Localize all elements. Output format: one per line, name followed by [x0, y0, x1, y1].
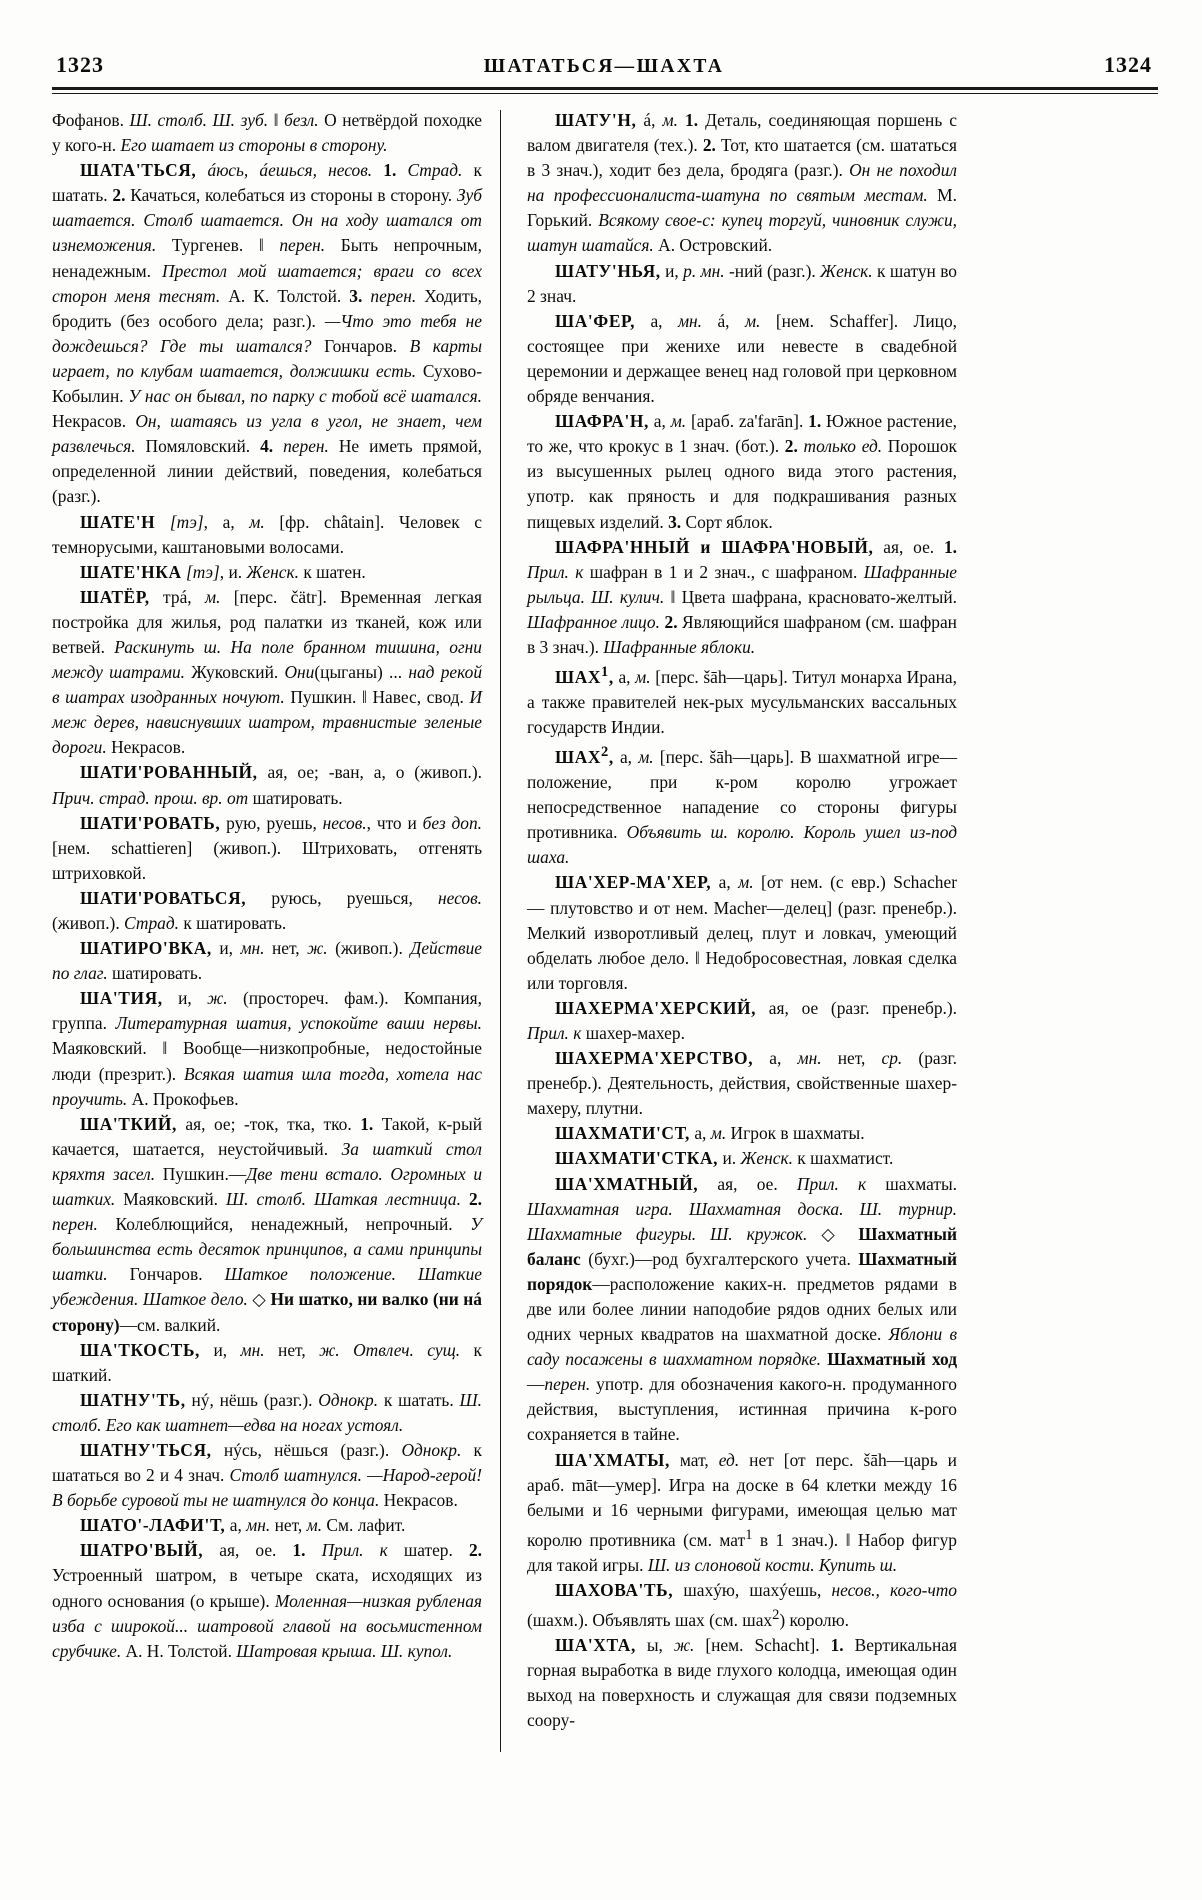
- entry-headword: ШАТЕ'НКА: [80, 561, 182, 582]
- entry-headword: ШАХЕРМА'ХЕРСТВО,: [555, 1048, 754, 1069]
- entry-headword: ШАТИ'РОВАТЬСЯ,: [80, 887, 247, 908]
- entry-headword: ША'ХТА,: [555, 1634, 636, 1655]
- entry-headword: ШАТУ'Н,: [555, 110, 637, 130]
- dictionary-entry: [52, 1538, 482, 1663]
- dictionary-entry: [527, 870, 957, 995]
- entry-headword: ШАТНУ'ТЬ,: [80, 1389, 186, 1410]
- entry-definition: а, м. Игрок в шахматы.: [689, 1123, 865, 1144]
- entry-headword: ША'ТКОСТЬ,: [80, 1339, 201, 1360]
- dictionary-entry: [527, 1146, 957, 1171]
- dictionary-entry: [527, 740, 957, 870]
- entry-definition: ая, ое. Прил. к шахматы. Шахматная игра. Шахматная доска. Ш. турнир. Шахматные фигуры. Ш. кружок. ◇ Шахматный баланс (бухг.)—род бухгалтерского учета. Шахматный порядок—расположение каких-н. предметов рядами в две или более линии наподобие рядов одних белых или одних черных квадратов на шахматной доске. Яблони в саду посажены в шахматном порядке. Шахматный ход—перен. употр. для обозначения какого-н. продуманного действия, выступления, истинная причина к-рого сохраняется в тайне.: [527, 1173, 957, 1445]
- dictionary-entry: [52, 1438, 482, 1513]
- dictionary-entry: [52, 936, 482, 986]
- entry-definition: руюсь, руешься, несов. (живоп.). Страд. к шатировать.: [52, 887, 482, 933]
- entry-headword: ША'ТКИЙ,: [80, 1113, 177, 1134]
- dictionary-entry: [527, 660, 957, 740]
- dictionary-entry: [52, 811, 482, 886]
- dictionary-entry: [527, 1448, 957, 1578]
- entry-definition: а, м. [от нем. (с евр.) Schacher — плутовство и от нем. Macher—делец] (разг. пренебр.). Мелкий изворотливый делец, плут и ловкач, умеющий обделать любое дело. ‖ Недобросовестная, ловкая сделка или торговля.: [527, 872, 958, 993]
- entry-definition: и. Женск. к шахматист.: [718, 1148, 894, 1169]
- entry-headword: ША'ХЕР-МА'ХЕР,: [555, 872, 712, 893]
- entry-definition: ая, ое (разг. пренебр.). Прил. к шахер-махер.: [527, 997, 957, 1043]
- dictionary-entry: [52, 986, 482, 1111]
- entry-list-right: [527, 108, 957, 1733]
- entry-headword: ШАХОВА'ТЬ,: [555, 1579, 674, 1600]
- entry-headword: ША'ХМАТЫ,: [555, 1449, 670, 1470]
- entry-definition: шахýю, шахýешь, несов., кого-что (шахм.). Объявлять шах (см. шах$^2$) королю.: [527, 1579, 957, 1630]
- dictionary-entry: [52, 158, 482, 509]
- page-title: ШАТАТЬСЯ—ШАХТА: [483, 56, 725, 77]
- entry-definition: а, м. [араб. za'farān]. 1. Южное растение, то же, что крокус в 1 знач. (бот.). 2. только ед. Порошок из высушенных рылец одного вида этого растения, употр. как пряность и для подкрашивания разных пищевых изделий. 3. Сорт яблок.: [527, 411, 958, 532]
- dictionary-entry: [527, 1046, 957, 1121]
- entry-definition: и, мн. нет, ж. Отвлеч. сущ. к шаткий.: [52, 1339, 482, 1385]
- entry-definition: а, мн. á, м. [нем. Schaffer]. Лицо, состоящее при женихе или невесте в свадебной церемонии и держащее венец над головой при церковном обряде венчания.: [527, 310, 958, 407]
- entry-headword: ША'ФЕР,: [555, 310, 636, 331]
- dictionary-entry: [52, 585, 482, 761]
- entry-headword-variant: и ШАФРА'НОВЫЙ,: [689, 536, 874, 557]
- dictionary-entry: [52, 760, 482, 810]
- entry-definition: ая, ое. 1. Прил. к шафран в 1 и 2 знач., с шафраном. Шафранные рыльца. Ш. кулич. ‖ Цвета шафрана, красновато-желтый. Шафранное лицо. 2. Являющийся шафраном (см. шафран в 3 знач.). Шафранные яблоки.: [527, 536, 958, 657]
- dictionary-entry: [527, 1578, 957, 1633]
- entry-definition: рую, руешь, несов., что и без доп. [нем. schattieren] (живоп.). Штриховать, отгенять штриховкой.: [52, 812, 482, 883]
- entry-headword: ШАТИ'РОВАННЫЙ,: [80, 762, 258, 783]
- entry-headword: ШАХЕРМА'ХЕРСКИЙ,: [555, 997, 757, 1018]
- entry-definition: а, мн. нет, м. См. лафит.: [225, 1515, 406, 1536]
- entry-definition: а, м. [перс. šāh—царь]. Титул монарха Ирана, а также правителей нек-рых мусульманских вассальных государств Индии.: [527, 666, 958, 738]
- entry-definition: á, м. 1. Деталь, соединяющая поршень с валом двигателя (тех.). 2. Тот, кто шатается (см. шататься в 3 знач.), ходит без дела, бродяга (разг.). Он не походил на профессионалиста-шатуна по святым местам. М. Горький. Всякому свое-с: купец торгуй, чиновник служи, шатун шатайся. А. Островский.: [527, 110, 958, 256]
- entry-headword: ШАТИ'РОВАТЬ,: [80, 812, 221, 833]
- entry-headword: ШАТЕ'Н: [80, 511, 156, 532]
- dictionary-entry: [52, 1338, 482, 1388]
- page-number-right: 1324: [1104, 52, 1152, 77]
- entry-definition: а, м. [перс. šāh—царь]. В шахматной игре—положение, при к-ром королю угрожает непосредственное нападение со стороны фигуры противника. Объявить ш. королю. Король ушел из-под шаха.: [527, 746, 957, 868]
- entry-headword: ШАТО'-ЛАФИ'Т,: [80, 1515, 226, 1536]
- entry-headword: ША'ХМАТНЫЙ,: [555, 1173, 699, 1194]
- dictionary-entry: [52, 510, 482, 560]
- dictionary-entry: [527, 535, 957, 660]
- entry-definition: [тэ], а, м. [фр. châtain]. Человек с темнорусыми, каштановыми волосами.: [52, 511, 482, 557]
- dictionary-entry: [527, 1121, 957, 1146]
- dictionary-entry: [52, 560, 482, 585]
- dictionary-entry: [527, 309, 957, 409]
- entry-definition: [тэ], и. Женск. к шатен.: [186, 561, 366, 582]
- entry-definition: нýсь, нёшься (разг.). Однокр. к шататься во 2 и 4 знач. Столб шатнулся. —Народ-герой! В борьбе суровой ты не шатнулся до конца. Некрасов.: [52, 1439, 483, 1511]
- entry-definition: и, мн. нет, ж. (живоп.). Действие по глаг. шатировать.: [52, 938, 482, 984]
- dictionary-entry: [527, 259, 957, 309]
- entry-list-left: [52, 158, 482, 1664]
- entry-definition: и, р. мн. -ний (разг.). Женск. к шатун во 2 знач.: [527, 260, 957, 306]
- entry-definition: и, ж. (простореч. фам.). Компания, группа. Литературная шатия, успокойте ваши нервы. Маяковский. ‖ Вообще—низкопробные, недостойные люди (презрит.). Всякая шатия шла тогда, хотела нас проучить. А. Прокофьев.: [52, 988, 482, 1109]
- columns-container: [52, 108, 1158, 1776]
- page-number-left: 1323: [56, 52, 104, 77]
- entry-headword: ШАФРА'Н,: [555, 411, 649, 432]
- entry-headword: ШАТА'ТЬСЯ,: [80, 160, 197, 181]
- entry-headword: ША'ТИЯ,: [80, 988, 163, 1009]
- entry-headword: ШАХ$^1$,: [555, 664, 614, 687]
- dictionary-entry: [52, 886, 482, 936]
- entry-definition: ая, ое; -ван, а, о (живоп.). Прич. страд. прош. вр. от шатировать.: [52, 762, 482, 808]
- entry-headword: ШАХ$^2$,: [555, 744, 614, 767]
- entry-definition: áюсь, áешься, несов. 1. Страд. к шатать. 2. Качаться, колебаться из стороны в сторону. Зуб шатается. Столб шатается. Он на ходу шатался от изнеможения. Тургенев. ‖ перен. Быть непрочным, ненадежным. Престол мой шатается; враги со всех сторон меня теснят. А. К. Толстой. 3. перен. Ходить, бродить (без особого дела; разг.). —Что это тебя не дождешься? Где ты шатался? Гончаров. В карты играет, по клубам шатается, должишки есть. Сухово-Кобылин. У нас он бывал, по парку с тобой всё шатался. Некрасов. Он, шатаясь из угла в угол, не знает, чем развлечься. Помяловский. 4. перен. Не иметь прямой, определенной линии действий, поведения, колебаться (разг.).: [52, 160, 483, 507]
- entry-headword: ШАТРО'ВЫЙ,: [80, 1540, 204, 1561]
- entry-headword: ШАХМАТИ'СТ,: [555, 1123, 690, 1144]
- entry-headword: ШАФРА'ННЫЙ: [555, 536, 690, 557]
- entry-definition: ы, ж. [нем. Schacht]. 1. Вертикальная горная выработка в виде глухого колодца, имеющая один выход на поверхность и служащая для связи подземных соору-: [527, 1634, 957, 1731]
- entry-headword: ШАТНУ'ТЬСЯ,: [80, 1439, 212, 1460]
- entry-headword: ШАТИРО'ВКА,: [80, 938, 212, 959]
- dictionary-entry: [527, 1633, 957, 1733]
- dictionary-entry: [52, 1388, 482, 1438]
- column-left: [52, 108, 500, 1776]
- dictionary-entry: [527, 409, 957, 534]
- entry-definition: ая, ое. 1. Прил. к шатер. 2. Устроенный шатром, в четыре ската, исходящих из одного основания (о крыше). Моленная—низкая рубленая изба с широкой... шатровой главой на восьмистенном срубчике. А. Н. Толстой. Шатровая крыша. Ш. купол.: [52, 1540, 482, 1661]
- entry-headword: ШАТУ'НЬЯ,: [555, 260, 661, 281]
- dictionary-entry: [527, 108, 957, 259]
- running-head: [52, 52, 1158, 78]
- carryover-paragraph: Фофанов. Ш. столб. Ш. зуб. ‖ безл. О нетвёрдой походке у кого-н. Его шатает из стороны в сторону.: [52, 110, 483, 156]
- entry-definition: ая, ое; -ток, тка, тко. 1. Такой, к-рый качается, шатается, неустойчивый. За шаткий стол кряхтя засел. Пушкин.—Две тени встало. Огромных и шатких. Маяковский. Ш. столб. Шаткая лестница. 2. перен. Колеблющийся, ненадежный, непрочный. У большинства есть десяток принципов, а сами принципы шатки. Гончаров. Шаткое положение. Шаткие убеждения. Шаткое дело. ◇ Ни шатко, ни валко (ни нá сторону)—см. валкий.: [52, 1113, 483, 1335]
- entry-headword: ШАХМАТИ'СТКА,: [555, 1148, 719, 1169]
- entry-definition: трá, м. [перс. čätr]. Временная легкая постройка для жилья, род палатки из тканей, кож или ветвей. Раскинуть ш. На поле бранном тишина, огни между шатрами. Жуковский. Они(цыганы) ... над рекой в шатрах изодранных ночуют. Пушкин. ‖ Навес, свод. И меж дерев, нависнувших шатром, травнистые зеленые дороги. Некрасов.: [52, 586, 483, 758]
- entry-definition: а, мн. нет, ср. (разг. пренебр.). Деятельность, действия, свойственные шахер-махеру, плутни.: [527, 1048, 957, 1119]
- column-right: [501, 108, 957, 1776]
- dictionary-entry: [527, 996, 957, 1046]
- dictionary-entry: [52, 1112, 482, 1338]
- dictionary-entry: [52, 1513, 482, 1538]
- header-rule: [52, 87, 1158, 94]
- dictionary-entry: [527, 1172, 957, 1448]
- entry-definition: мат, ед. нет [от перс. šāh—царь и араб. māt—умер]. Игра на доске в 64 клетки между 16 белыми и 16 черными фигурами, имеющая целью мат королю противника (см. мат$^1$ в 1 знач.). ‖ Набор фигур для такой игры. Ш. из слоновой кости. Купить ш.: [527, 1449, 958, 1575]
- entry-headword: ШАТЁР,: [80, 586, 150, 607]
- entry-definition: нý, нёшь (разг.). Однокр. к шатать. Ш. столб. Его как шатнет—едва на ногах устоял.: [52, 1389, 482, 1435]
